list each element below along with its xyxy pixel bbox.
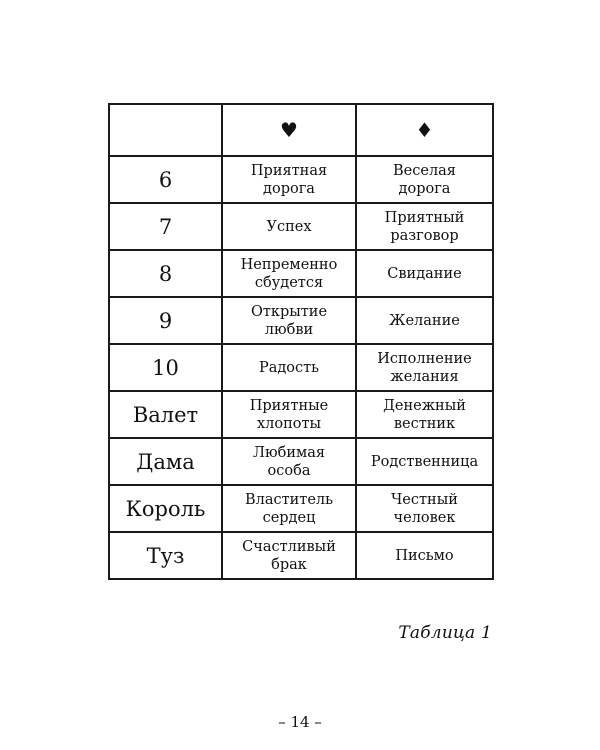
hearts-meaning-cell: [222, 203, 356, 250]
diamonds-meaning-cell: [356, 203, 493, 250]
table-row: [109, 344, 493, 391]
diamonds-meaning-cell: [356, 156, 493, 203]
page-number: – 14 –: [278, 713, 322, 731]
meaning-line: Желание: [389, 312, 460, 329]
hearts-meaning-cell: [222, 250, 356, 297]
meaning-line: разговор: [390, 227, 459, 244]
table-row: [109, 297, 493, 344]
table-caption: Таблица 1: [398, 623, 492, 643]
table-row: [109, 532, 493, 579]
meaning-line: Письмо: [395, 547, 454, 564]
meaning-line: Денежный: [383, 397, 466, 414]
meaning-line: Приятные: [249, 397, 329, 414]
hearts-meaning-cell: [222, 344, 356, 391]
table-row: [109, 485, 493, 532]
rank-cell: Дама: [109, 438, 222, 485]
rank-cell: 6: [109, 156, 222, 203]
heart-icon: ♥: [280, 117, 298, 142]
meaning-line: Радость: [258, 359, 320, 376]
meaning-line: Приятная: [250, 162, 328, 179]
header-rank-cell: [109, 104, 222, 156]
rank-cell: Валет: [109, 391, 222, 438]
meaning-line: Исполнение: [377, 350, 472, 367]
hearts-meaning-cell: [222, 438, 356, 485]
diamonds-meaning-cell: [356, 532, 493, 579]
meaning-line: Приятный: [384, 209, 465, 226]
rank-cell: Туз: [109, 532, 222, 579]
diamonds-meaning-cell: [356, 344, 493, 391]
table-row: [109, 391, 493, 438]
meaning-line: дорога: [398, 180, 451, 197]
diamond-icon: ♦: [415, 117, 434, 142]
meaning-line: брак: [271, 556, 307, 573]
rank-cell: 10: [109, 344, 222, 391]
diamonds-meaning-cell: [356, 250, 493, 297]
meaning-line: Свидание: [387, 265, 462, 282]
diamonds-meaning-cell: [356, 485, 493, 532]
meaning-line: сбудется: [254, 274, 324, 291]
table-body: [109, 104, 493, 579]
meaning-line: Честный: [391, 491, 458, 508]
meaning-line: особа: [267, 462, 311, 479]
meaning-line: Властитель: [244, 491, 334, 508]
header-hearts-cell: [222, 104, 356, 156]
header-diamonds-cell: [356, 104, 493, 156]
meaning-line: вестник: [393, 415, 456, 432]
meaning-line: любви: [264, 321, 314, 338]
meaning-line: Веселая: [393, 162, 456, 179]
rank-cell: Король: [109, 485, 222, 532]
rank-cell: 8: [109, 250, 222, 297]
table-row: [109, 438, 493, 485]
diamonds-meaning-cell: [356, 391, 493, 438]
card-meaning-table: [108, 103, 494, 580]
table-row: [109, 250, 493, 297]
meaning-line: Успех: [266, 218, 312, 235]
rank-cell: 7: [109, 203, 222, 250]
table-row: [109, 156, 493, 203]
meaning-line: дорога: [263, 180, 315, 197]
meaning-line: человек: [393, 509, 456, 526]
meaning-line: Непременно: [240, 256, 338, 273]
meaning-line: Открытие: [250, 303, 328, 320]
diamonds-meaning-cell: [356, 297, 493, 344]
hearts-meaning-cell: [222, 485, 356, 532]
rank-cell: 9: [109, 297, 222, 344]
meaning-line: Любимая: [252, 444, 326, 461]
table-row: [109, 203, 493, 250]
hearts-meaning-cell: [222, 532, 356, 579]
meaning-line: сердец: [262, 509, 316, 526]
diamonds-meaning-cell: [356, 438, 493, 485]
meaning-line: Счастливый: [242, 538, 336, 555]
meaning-line: желания: [390, 368, 459, 385]
hearts-meaning-cell: [222, 391, 356, 438]
hearts-meaning-cell: [222, 297, 356, 344]
meaning-line: хлопоты: [256, 415, 322, 432]
table-header-row: [109, 104, 493, 156]
hearts-meaning-cell: [222, 156, 356, 203]
meaning-line: Родственница: [370, 453, 479, 470]
